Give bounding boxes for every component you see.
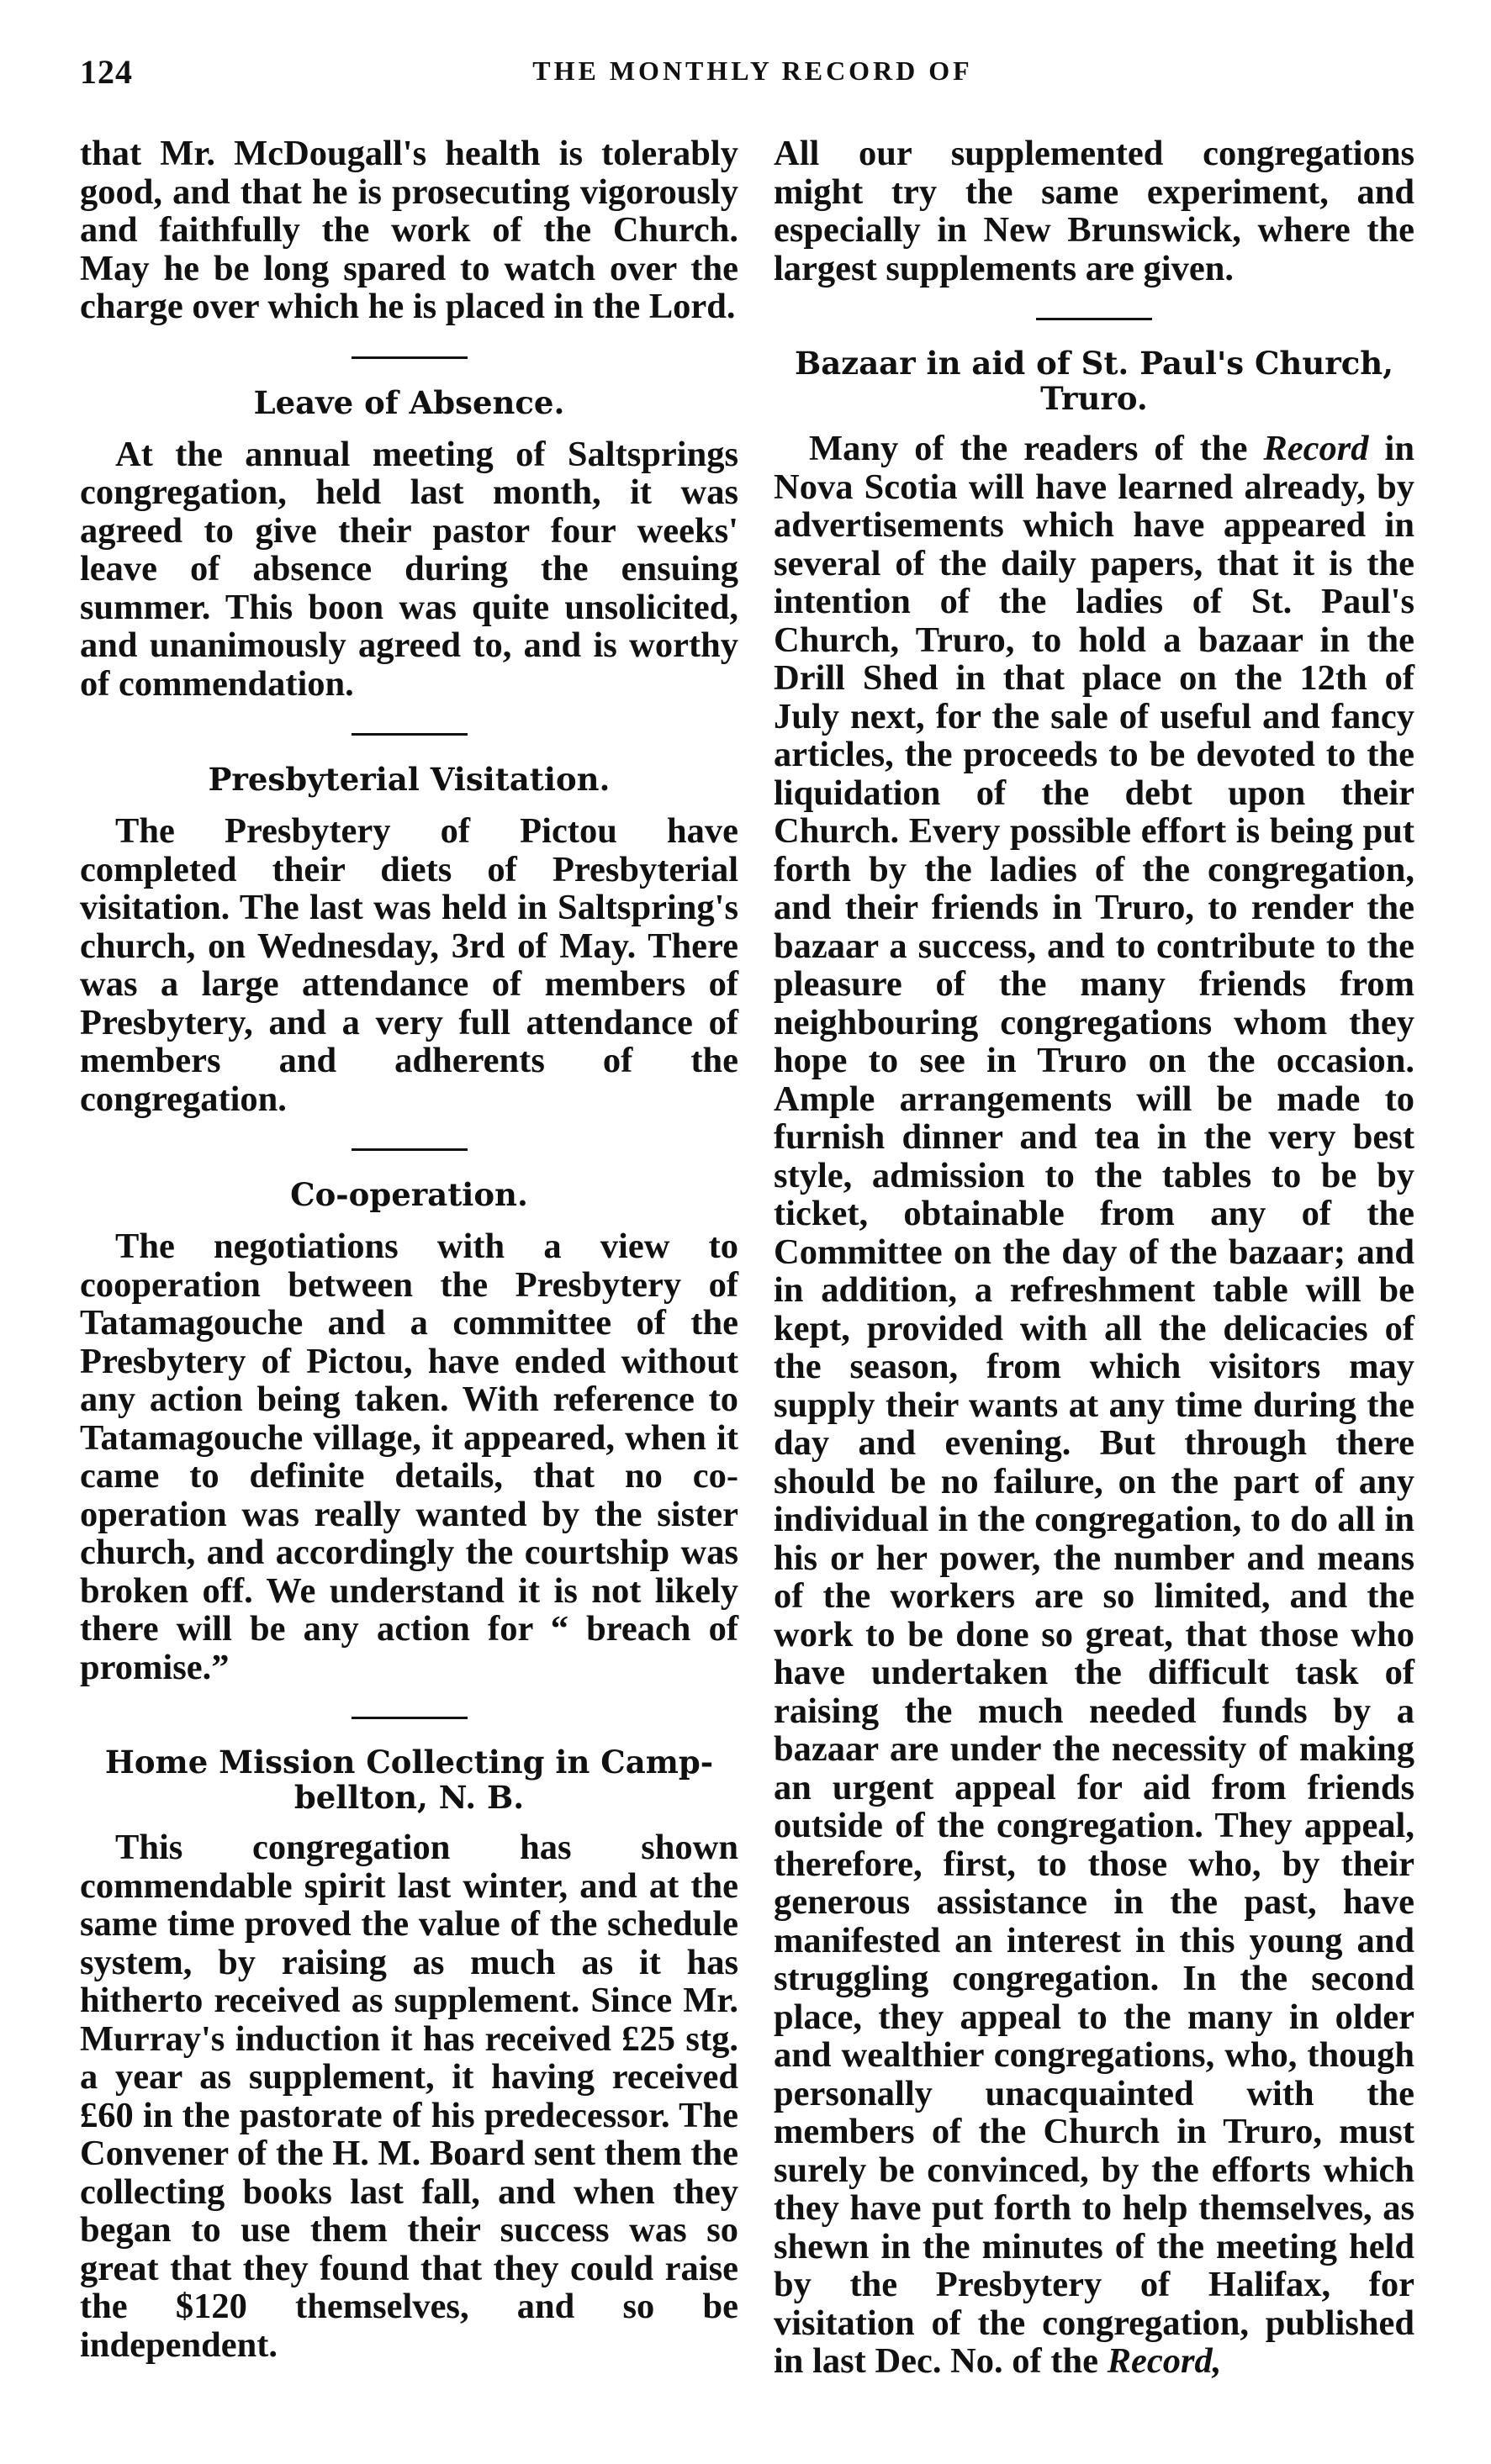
section-divider bbox=[352, 1148, 468, 1151]
heading-home-mission-line-2: bellton, N. B. bbox=[293, 1779, 525, 1816]
page-number: 124 bbox=[80, 53, 133, 91]
body-home-mission: This congregation has shown commendable spirit last winter, and at the same time proved the value of the schedule system, by raising as much as it has hitherto received as supplement. Since Mr. Murray's induction it has received £25 stg. a year as supplement, it having received £60 in the pastorate of his predecessor. The Convener of the H. M. Board sent them the collecting books last fall, and when they began to use them their success was so great that they found that they could raise the $120 themselves, and so be independent. bbox=[80, 1828, 739, 2365]
body-leave-of-absence: At the annual meeting of Saltsprings congregation, held last month, it was agreed to give their pastor four weeks' leave of absence during the ensuing summer. This boon was quite unsolicited, and unanimously agreed to, and is worthy of commendation. bbox=[80, 434, 738, 704]
section-divider bbox=[352, 733, 468, 736]
running-head bbox=[80, 52, 1425, 103]
heading-leave-of-absence: Leave of Absence. bbox=[253, 383, 565, 421]
left-column bbox=[80, 135, 738, 2364]
body-bazaar-italic-record: Record bbox=[1263, 429, 1369, 468]
left-opening-paragraph: that Mr. McDougall's health is tolerably good, and that he is prosecuting vigorously and faithfully the work of the Church. May he be long spared to watch over the charge over which he is placed in the Lord. bbox=[80, 134, 738, 326]
heading-bazaar-line-1: Bazaar in aid of St. Paul's Church, bbox=[794, 345, 1394, 382]
body-bazaar-italic-record-end: Record, bbox=[1107, 2341, 1222, 2381]
body-bazaar-part-1: Many of the readers of the bbox=[809, 429, 1264, 468]
right-opening-paragraph: All our supplemented congregations might try the same experiment, and especially in New Brunswick, where the largest supplements are given. bbox=[774, 134, 1414, 288]
heading-bazaar bbox=[774, 346, 1414, 416]
body-bazaar-part-2: in Nova Scotia will have learned already, by advertisements which have appeared in several of the daily papers, that it is the intention of the ladies of St. Paul's Church, Truro, to hold a bazaar in the Drill Shed in that place on the 12th of July next, for the sale of useful and fancy articles, the proceeds to be devoted to the liquidation of the debt upon their Church. Every possible effort is being put forth by the ladies of the congregation, and their friends in Truro, to render the bazaar a success, and to contribute to the pleasure of the many friends from neighbouring congregations whom they hope to see in Truro on the occasion. Ample arrangements will be made to furnish dinner and tea in the very best style, admission to the tables to be by ticket, obtainable from any of the Committee on the day of the bazaar; and in addition, a refreshment table will be kept, provided with all the delicacies of the season, from which visitors may supply their wants at any time during the day and evening. But through there should be no failure, on the part of any individual in the congregation, to do all in his or her power, the number and means of the workers are so limited, and the work to be done so great, that those who have undertaken the difficult task of raising the much needed funds by a bazaar are under the necessity of making an urgent appeal for aid from friends outside of the congregation. They appeal, therefore, first, to those who, by their generous assistance in the past, have manifested an interest in this young and struggling congregation. In the second place, they appeal to the many in older and wealthier congregations, who, though personally unacquainted with the members of the Church in Truro, must surely be convinced, by the efforts which they have put forth to help themselves, as shewn in the minutes of the meeting held by the Presbytery of Halifax, for visitation of the congregation, published in last Dec. No. of the bbox=[774, 429, 1414, 2381]
right-column bbox=[774, 135, 1414, 2381]
section-divider bbox=[352, 1717, 468, 1719]
section-divider bbox=[352, 356, 468, 359]
body-bazaar bbox=[774, 430, 1414, 2381]
heading-home-mission bbox=[80, 1744, 738, 1815]
body-presbyterial-visitation: The Presbytery of Pictou have completed their diets of Presbyterial visitation. The last was held in Saltspring's church, on Wednesday, 3rd of May. There was a large attendance of members of Presbytery, and a very full attendance of members and adherents of the congregation. bbox=[80, 811, 738, 1119]
heading-presbyterial-visitation: Presbyterial Visitation. bbox=[208, 761, 611, 798]
heading-bazaar-line-2: Truro. bbox=[1040, 380, 1148, 417]
body-co-operation: The negotiations with a view to cooperation between the Presbytery of Tatamagouche and a committee of the Presbytery of Pictou, have ended without any action being taken. With reference to Tatamagouche village, it appeared, when it came to definite details, that no co-operation was really wanted by the sister church, and accordingly the courtship was broken off. We understand it is not likely there will be any action for “ breach of promise.” bbox=[80, 1227, 738, 1687]
journal-title: THE MONTHLY RECORD OF bbox=[532, 55, 973, 86]
heading-home-mission-line-1: Home Mission Collecting in Camp- bbox=[104, 1744, 714, 1781]
heading-co-operation: Co-operation. bbox=[290, 1176, 528, 1213]
section-divider bbox=[1036, 318, 1152, 320]
